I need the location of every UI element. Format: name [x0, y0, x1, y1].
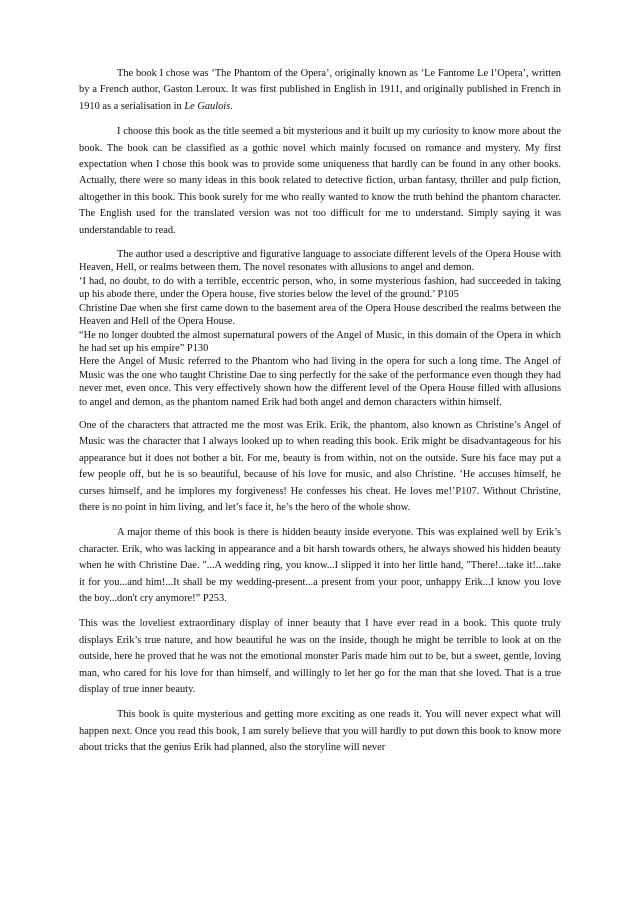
document-page	[79, 66, 561, 766]
paragraph-erik-character: One of the characters that attracted me the most was Erik. Erik, the phantom, also known as Christine’s Angel of Music was the character that I always looked up to when reading this book. Erik might be disadvantageous for his appearance but it does not bother a bit. For me, beauty is from within, not on the outside. Sure his face may put a few people off, but he is so beautiful, because of his love for music, and also Christine. ‘He accuses himself, he curses himself, and he implores my forgiveness! He confesses his cheat. He loves me!’P107. Without Christine, there is no point in him living, and let’s face it, he’s the hero of the whole show.	[79, 419, 561, 513]
intro-end: .	[230, 100, 233, 112]
paragraph-language-block	[79, 248, 561, 409]
paragraph-intro	[79, 66, 561, 115]
quote-p130: “He no longer doubted the almost supernatural powers of the Angel of Music, in this domain of the Opera in which he had set up his empire” P130	[79, 329, 561, 354]
paragraph-conclusion: This book is quite mysterious and getting more exciting as one reads it. You will never expect what will happen next. Once you read this book, I am surely believe that you will hardly to put down this book to know more about tricks that the genius Erik had planned, also the storyline will never	[79, 709, 561, 754]
paragraph-theme: A major theme of this book is there is hidden beauty inside everyone. This was explained well by Erik’s character. Erik, who was lacking in appearance and a bit harsh towards others, he always showed his hidden beauty when he with Christine Dae. "...A wedding ring, you know...I slipped it into her little hand, "There!...take it!...take it for you...and him!...It shall be my wedding-present...a present from your poor, unhappy Erik...I know you love the boy...don't cry anymore!” P253.	[79, 527, 561, 604]
intro-text: The book I chose was ‘The Phantom of the Opera’, originally known as ‘Le Fantome Le l’Opera’, written by a French author, Gaston Leroux. It was first published in English in 1911, and originally published in French in 1910 as a serialisation in	[79, 68, 561, 112]
paragraph-choice: I choose this book as the title seemed a bit mysterious and it built up my curiosity to know more about the book. The book can be classified as a gothic novel which mainly focused on romance and mystery. My first expectation when I chose this book was to provide some uniqueness that hardly can be found in any other books. Actually, there were so many ideas in this book related to detective fiction, urban fantasy, thriller and pulp fiction, altogether in this book. This book surely for me who really wanted to know the truth behind the phantom character. The English used for the translated version was not too difficult for me to understand. Simply saying it was understandable to read.	[79, 126, 561, 236]
quote-p105: ‘I had, no doubt, to do with a terrible, eccentric person, who, in some mysterious fashion, had succeeded in taking up his abode there, under the Opera house, five stories below the level of the ground.’ P105	[79, 275, 561, 301]
publication-title: Le Gaulois	[184, 100, 231, 112]
christine-description: Christine Dae when she first came down to the basement area of the Opera House described the realms between the Heaven and Hell of the Opera House.	[79, 302, 561, 328]
paragraph-inner-beauty: This was the loveliest extraordinary display of inner beauty that I have ever read in a book. This quote truly displays Erik’s true nature, and how beautiful he was on the inside, though he might be terrible to look at on the outside, here he proved that he was not the emotional monster Paris made him out to be, but a sweet, gentle, loving man, who cared for his love for than himself, and willingly to let her go for the man that she loved. That is a true display of true inner beauty.	[79, 618, 561, 696]
angel-of-music-explanation: Here the Angel of Music referred to the Phantom who had living in the opera for such a long time. The Angel of Music was the one who taught Christine Dae to sing perfectly for the sake of the performance even though they had never met, even once. This very effectively shown how the different level of the Opera House filled with allusions to angel and demon, as the phantom named Erik had both angel and demon characters within himself.	[79, 356, 561, 408]
language-intro: The author used a descriptive and figurative language to associate different levels of the Opera House with Heaven, Hell, or realms between them. The novel resonates with allusions to angel and demon.	[79, 249, 561, 274]
